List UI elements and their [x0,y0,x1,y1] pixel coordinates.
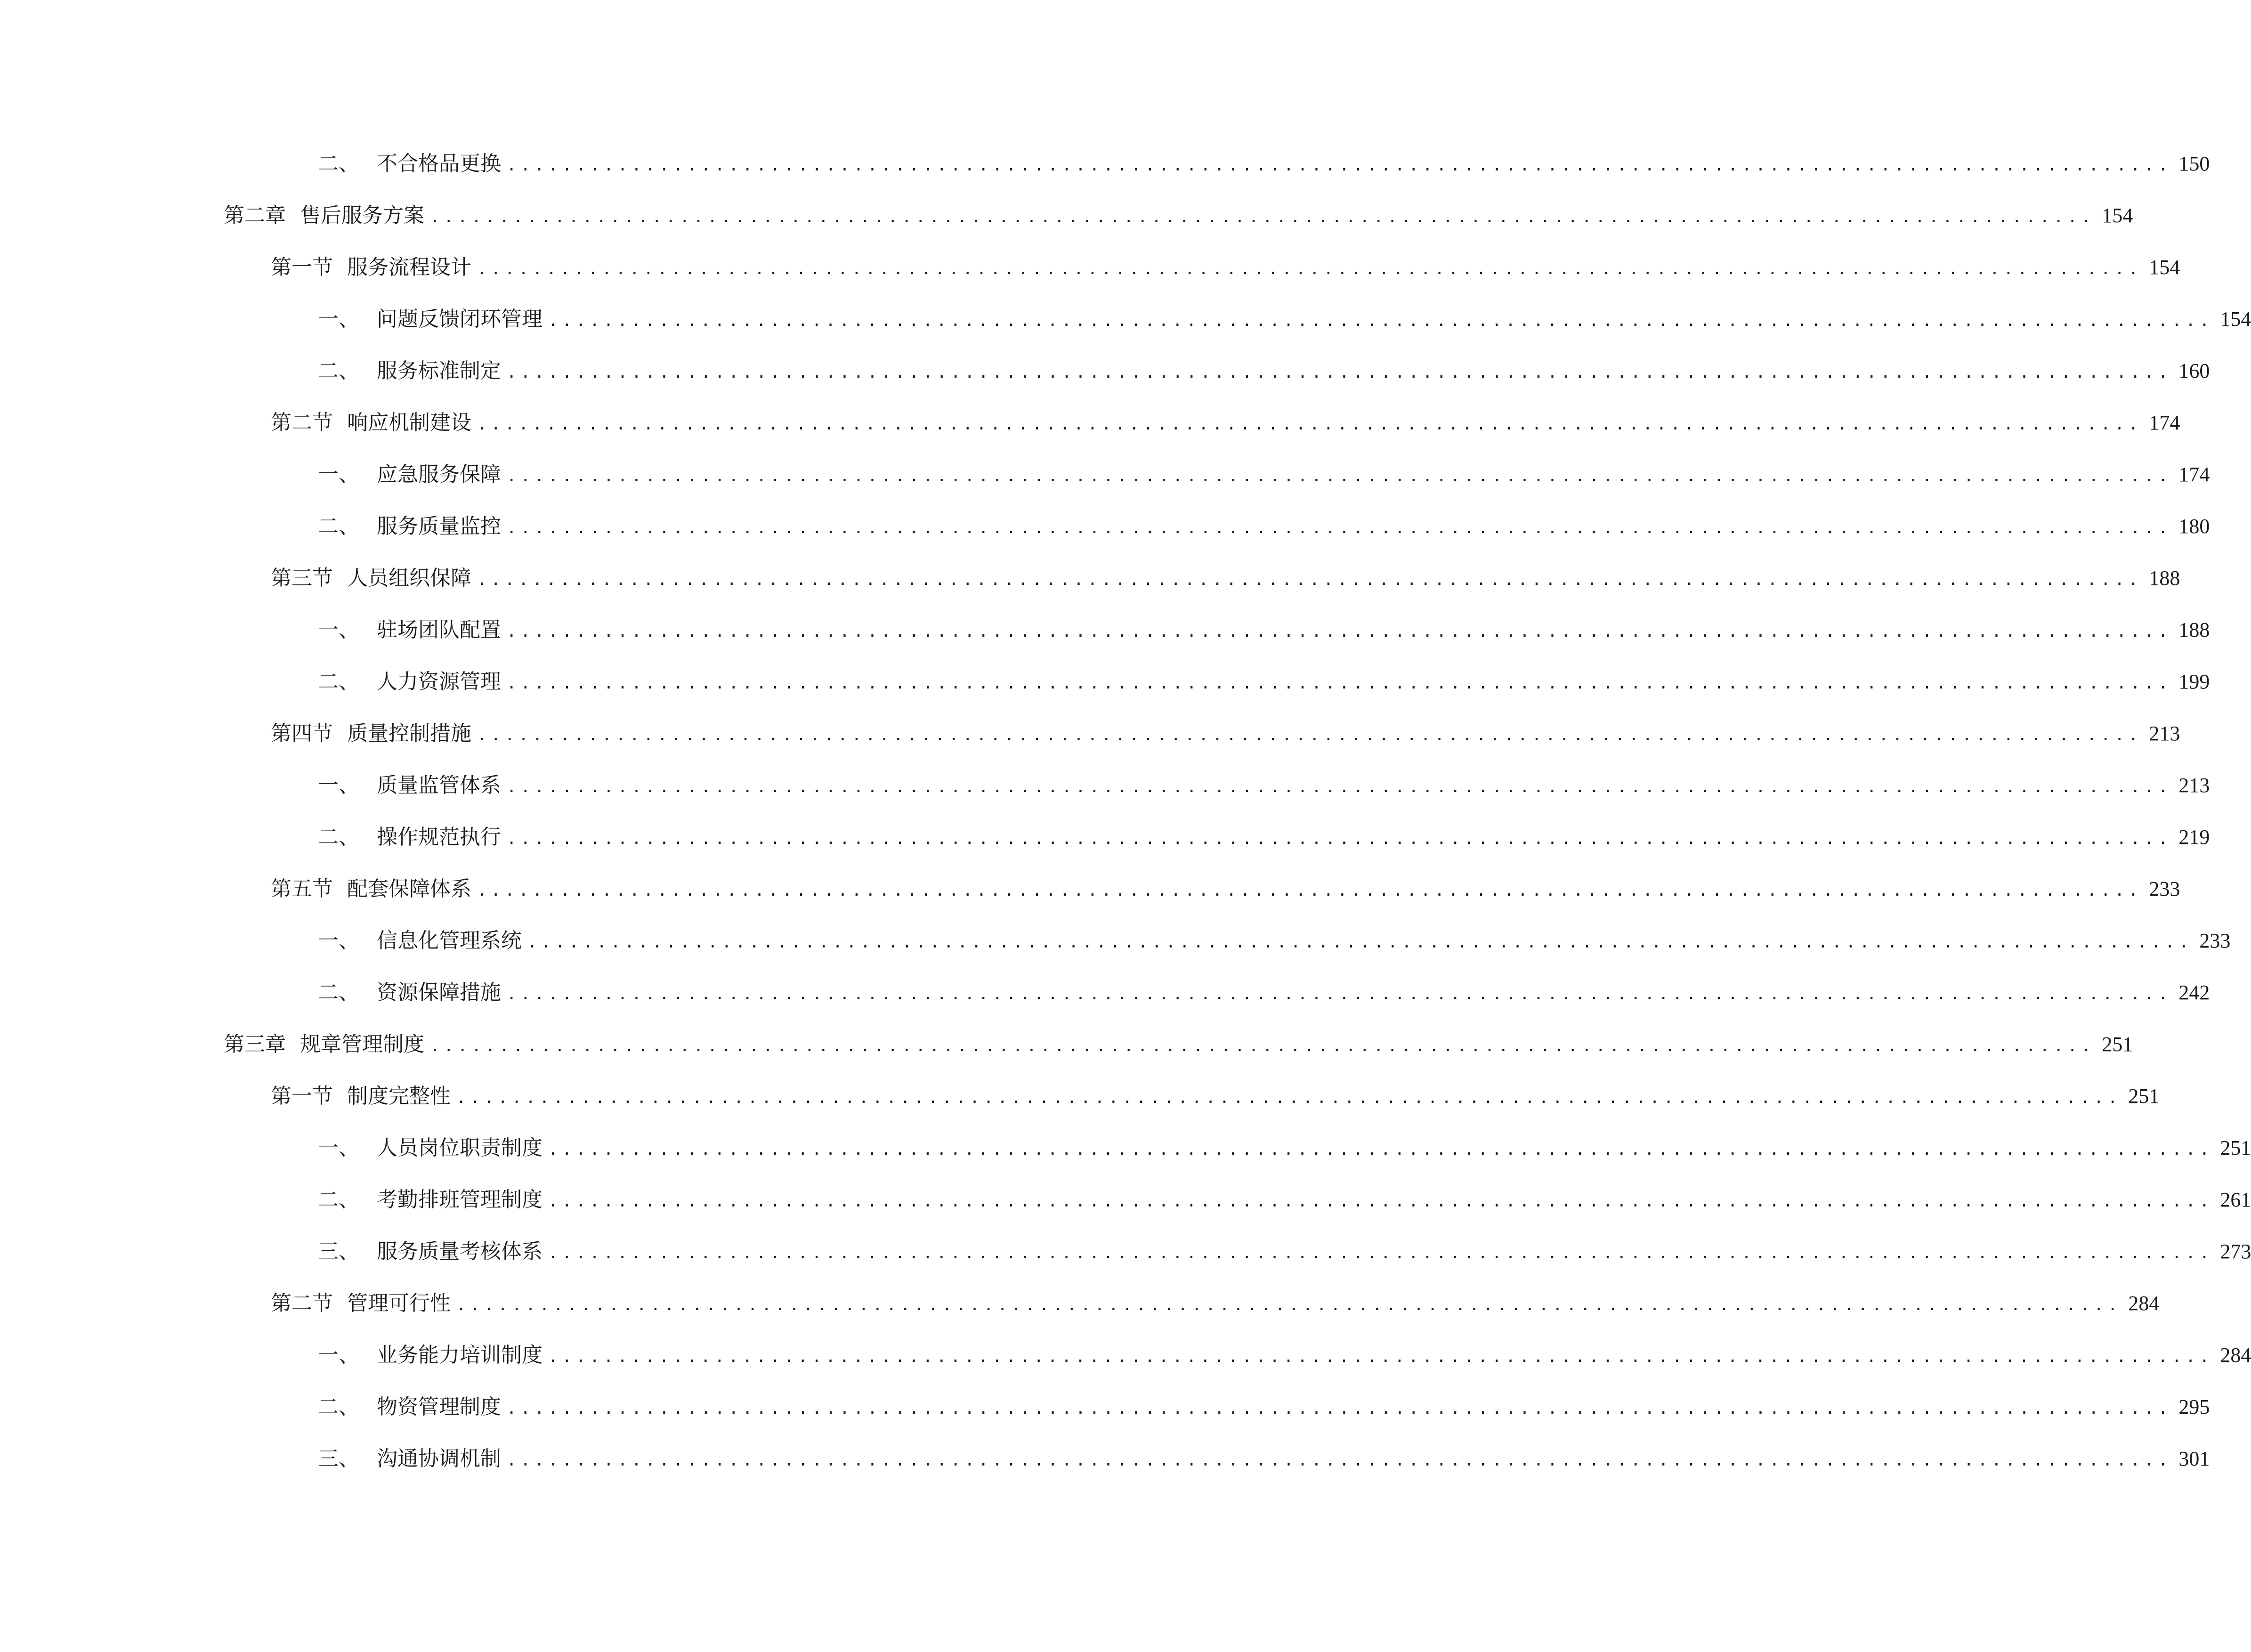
toc-entry[interactable] [271,406,2180,439]
toc-entry[interactable] [318,458,2210,491]
entry-number: 一、 [318,462,359,486]
dot-leader: ........................................................................................................................ [477,259,2143,278]
entry-page-number: 160 [2178,359,2210,382]
toc-entry[interactable] [318,1132,2251,1165]
entry-title: 服务质量监控 [377,514,501,538]
dot-leader: ........................................................................................................................ [507,674,2172,693]
dot-leader: ........................................................................................................................ [548,1347,2214,1366]
entry-page-number: 251 [2102,1033,2133,1056]
toc-entry[interactable] [318,1442,2210,1475]
entry-page-number: 188 [2149,567,2180,590]
toc-entry[interactable] [318,821,2210,854]
dot-leader: ........................................................................................................................ [548,1192,2214,1211]
dot-leader: ........................................................................................................................ [477,726,2143,745]
toc-entry[interactable] [318,1391,2210,1424]
dot-leader: ........................................................................................................................ [430,208,2096,227]
entry-page-number: 284 [2220,1344,2251,1367]
dot-leader: ........................................................................................................................ [507,829,2172,848]
entry-page-number: 154 [2220,308,2251,331]
dot-leader: ........................................................................................................................ [507,363,2172,382]
entry-number: 三、 [318,1239,359,1263]
entry-page-number: 188 [2178,618,2210,641]
dot-leader: ........................................................................................................................ [507,1399,2172,1418]
entry-title: 驻场团队配置 [377,618,501,642]
entry-title: 不合格品更换 [377,152,501,176]
dot-leader: ........................................................................................................................ [507,467,2172,486]
entry-number: 二、 [318,670,359,694]
dot-leader: ........................................................................................................................ [507,985,2172,1004]
entry-number: 第二节 [271,1291,333,1315]
toc-entry[interactable] [271,1287,2160,1320]
toc-entry[interactable] [224,199,2133,232]
entry-page-number: 174 [2149,411,2180,434]
dot-leader: ........................................................................................................................ [527,933,2193,952]
entry-page-number: 213 [2178,774,2210,797]
entry-number: 二、 [318,152,359,176]
dot-leader: ........................................................................................................................ [507,518,2172,537]
dot-leader: ........................................................................................................................ [430,1037,2096,1055]
entry-title: 服务流程设计 [347,255,471,279]
entry-number: 第一节 [271,255,333,279]
entry-page-number: 180 [2178,515,2210,538]
entry-page-number: 301 [2178,1447,2210,1470]
entry-number: 一、 [318,618,359,642]
dot-leader: ........................................................................................................................ [477,570,2143,589]
entry-page-number: 154 [2149,256,2180,279]
toc-entry[interactable] [271,873,2180,906]
entry-number: 二、 [318,980,359,1004]
entry-number: 第二章 [224,203,286,227]
entry-title: 人员岗位职责制度 [377,1136,543,1160]
entry-number: 二、 [318,359,359,383]
entry-page-number: 273 [2220,1240,2251,1263]
toc-entry[interactable] [318,147,2210,180]
toc-entry[interactable] [318,665,2210,698]
entry-page-number: 174 [2178,463,2210,486]
toc-entry[interactable] [271,1080,2160,1113]
toc-entry[interactable] [271,562,2180,595]
dot-leader: ........................................................................................................................ [548,1244,2214,1263]
toc-entry[interactable] [318,1183,2251,1216]
entry-number: 二、 [318,1188,359,1212]
entry-title: 物资管理制度 [377,1395,501,1419]
entry-title: 信息化管理系统 [377,929,522,953]
toc-entry[interactable] [318,510,2210,543]
entry-number: 一、 [318,929,359,953]
entry-page-number: 251 [2220,1136,2251,1159]
toc-entry[interactable] [318,924,2231,957]
entry-page-number: 219 [2178,826,2210,849]
entry-title: 管理可行性 [347,1291,451,1315]
entry-page-number: 213 [2149,722,2180,745]
entry-title: 沟通协调机制 [377,1447,501,1471]
dot-leader: ........................................................................................................................ [507,156,2172,175]
dot-leader: ........................................................................................................................ [507,1451,2172,1470]
entry-title: 人员组织保障 [347,566,471,590]
entry-number: 第一节 [271,1084,333,1108]
toc-entry[interactable] [318,1339,2251,1372]
entry-number: 第三节 [271,566,333,590]
entry-number: 第二节 [271,411,333,435]
entry-title: 应急服务保障 [377,462,501,486]
entry-number: 一、 [318,1343,359,1367]
toc-entry[interactable] [271,717,2180,750]
dot-leader: ........................................................................................................................ [507,777,2172,796]
entry-page-number: 251 [2128,1085,2160,1108]
entry-number: 第五节 [271,877,333,901]
entry-number: 二、 [318,1395,359,1419]
entry-page-number: 261 [2220,1188,2251,1211]
entry-number: 一、 [318,307,359,331]
entry-page-number: 154 [2102,204,2133,227]
dot-leader: ........................................................................................................................ [456,1296,2122,1314]
entry-page-number: 295 [2178,1395,2210,1418]
entry-title: 质量监管体系 [377,773,501,797]
dot-leader: ........................................................................................................................ [456,1088,2122,1107]
entry-number: 二、 [318,825,359,849]
entry-number: 一、 [318,1136,359,1160]
entry-page-number: 242 [2178,981,2210,1004]
toc-entry[interactable] [318,303,2251,336]
toc-entry[interactable] [318,1235,2251,1268]
dot-leader: ........................................................................................................................ [548,311,2214,330]
entry-page-number: 233 [2199,929,2231,952]
toc-entry[interactable] [224,1028,2133,1061]
entry-title: 配套保障体系 [347,877,471,901]
entry-title: 资源保障措施 [377,980,501,1004]
entry-title: 业务能力培训制度 [377,1343,543,1367]
entry-title: 规章管理制度 [300,1032,424,1056]
toc-entry[interactable] [318,976,2210,1009]
entry-number: 三、 [318,1447,359,1471]
entry-number: 第四节 [271,721,333,745]
entry-page-number: 233 [2149,877,2180,900]
entry-title: 服务质量考核体系 [377,1239,543,1263]
entry-title: 操作规范执行 [377,825,501,849]
dot-leader: ........................................................................................................................ [477,415,2143,434]
entry-number: 二、 [318,514,359,538]
entry-title: 响应机制建设 [347,411,471,435]
toc-entry[interactable] [318,614,2210,647]
entry-page-number: 284 [2128,1292,2160,1315]
dot-leader: ........................................................................................................................ [477,881,2143,900]
entry-page-number: 199 [2178,670,2210,693]
dot-leader: ........................................................................................................................ [548,1140,2214,1159]
entry-title: 售后服务方案 [300,203,424,227]
entry-number: 第三章 [224,1032,286,1056]
entry-number: 一、 [318,773,359,797]
dot-leader: ........................................................................................................................ [507,622,2172,641]
entry-title: 考勤排班管理制度 [377,1188,543,1212]
entry-title: 人力资源管理 [377,670,501,694]
entry-title: 问题反馈闭环管理 [377,307,543,331]
entry-title: 服务标准制定 [377,359,501,383]
toc-entry[interactable] [271,251,2180,284]
entry-title: 质量控制措施 [347,721,471,745]
entry-title: 制度完整性 [347,1084,451,1108]
toc-entry[interactable] [318,769,2210,802]
entry-page-number: 150 [2178,152,2210,175]
toc-entry[interactable] [318,355,2210,388]
